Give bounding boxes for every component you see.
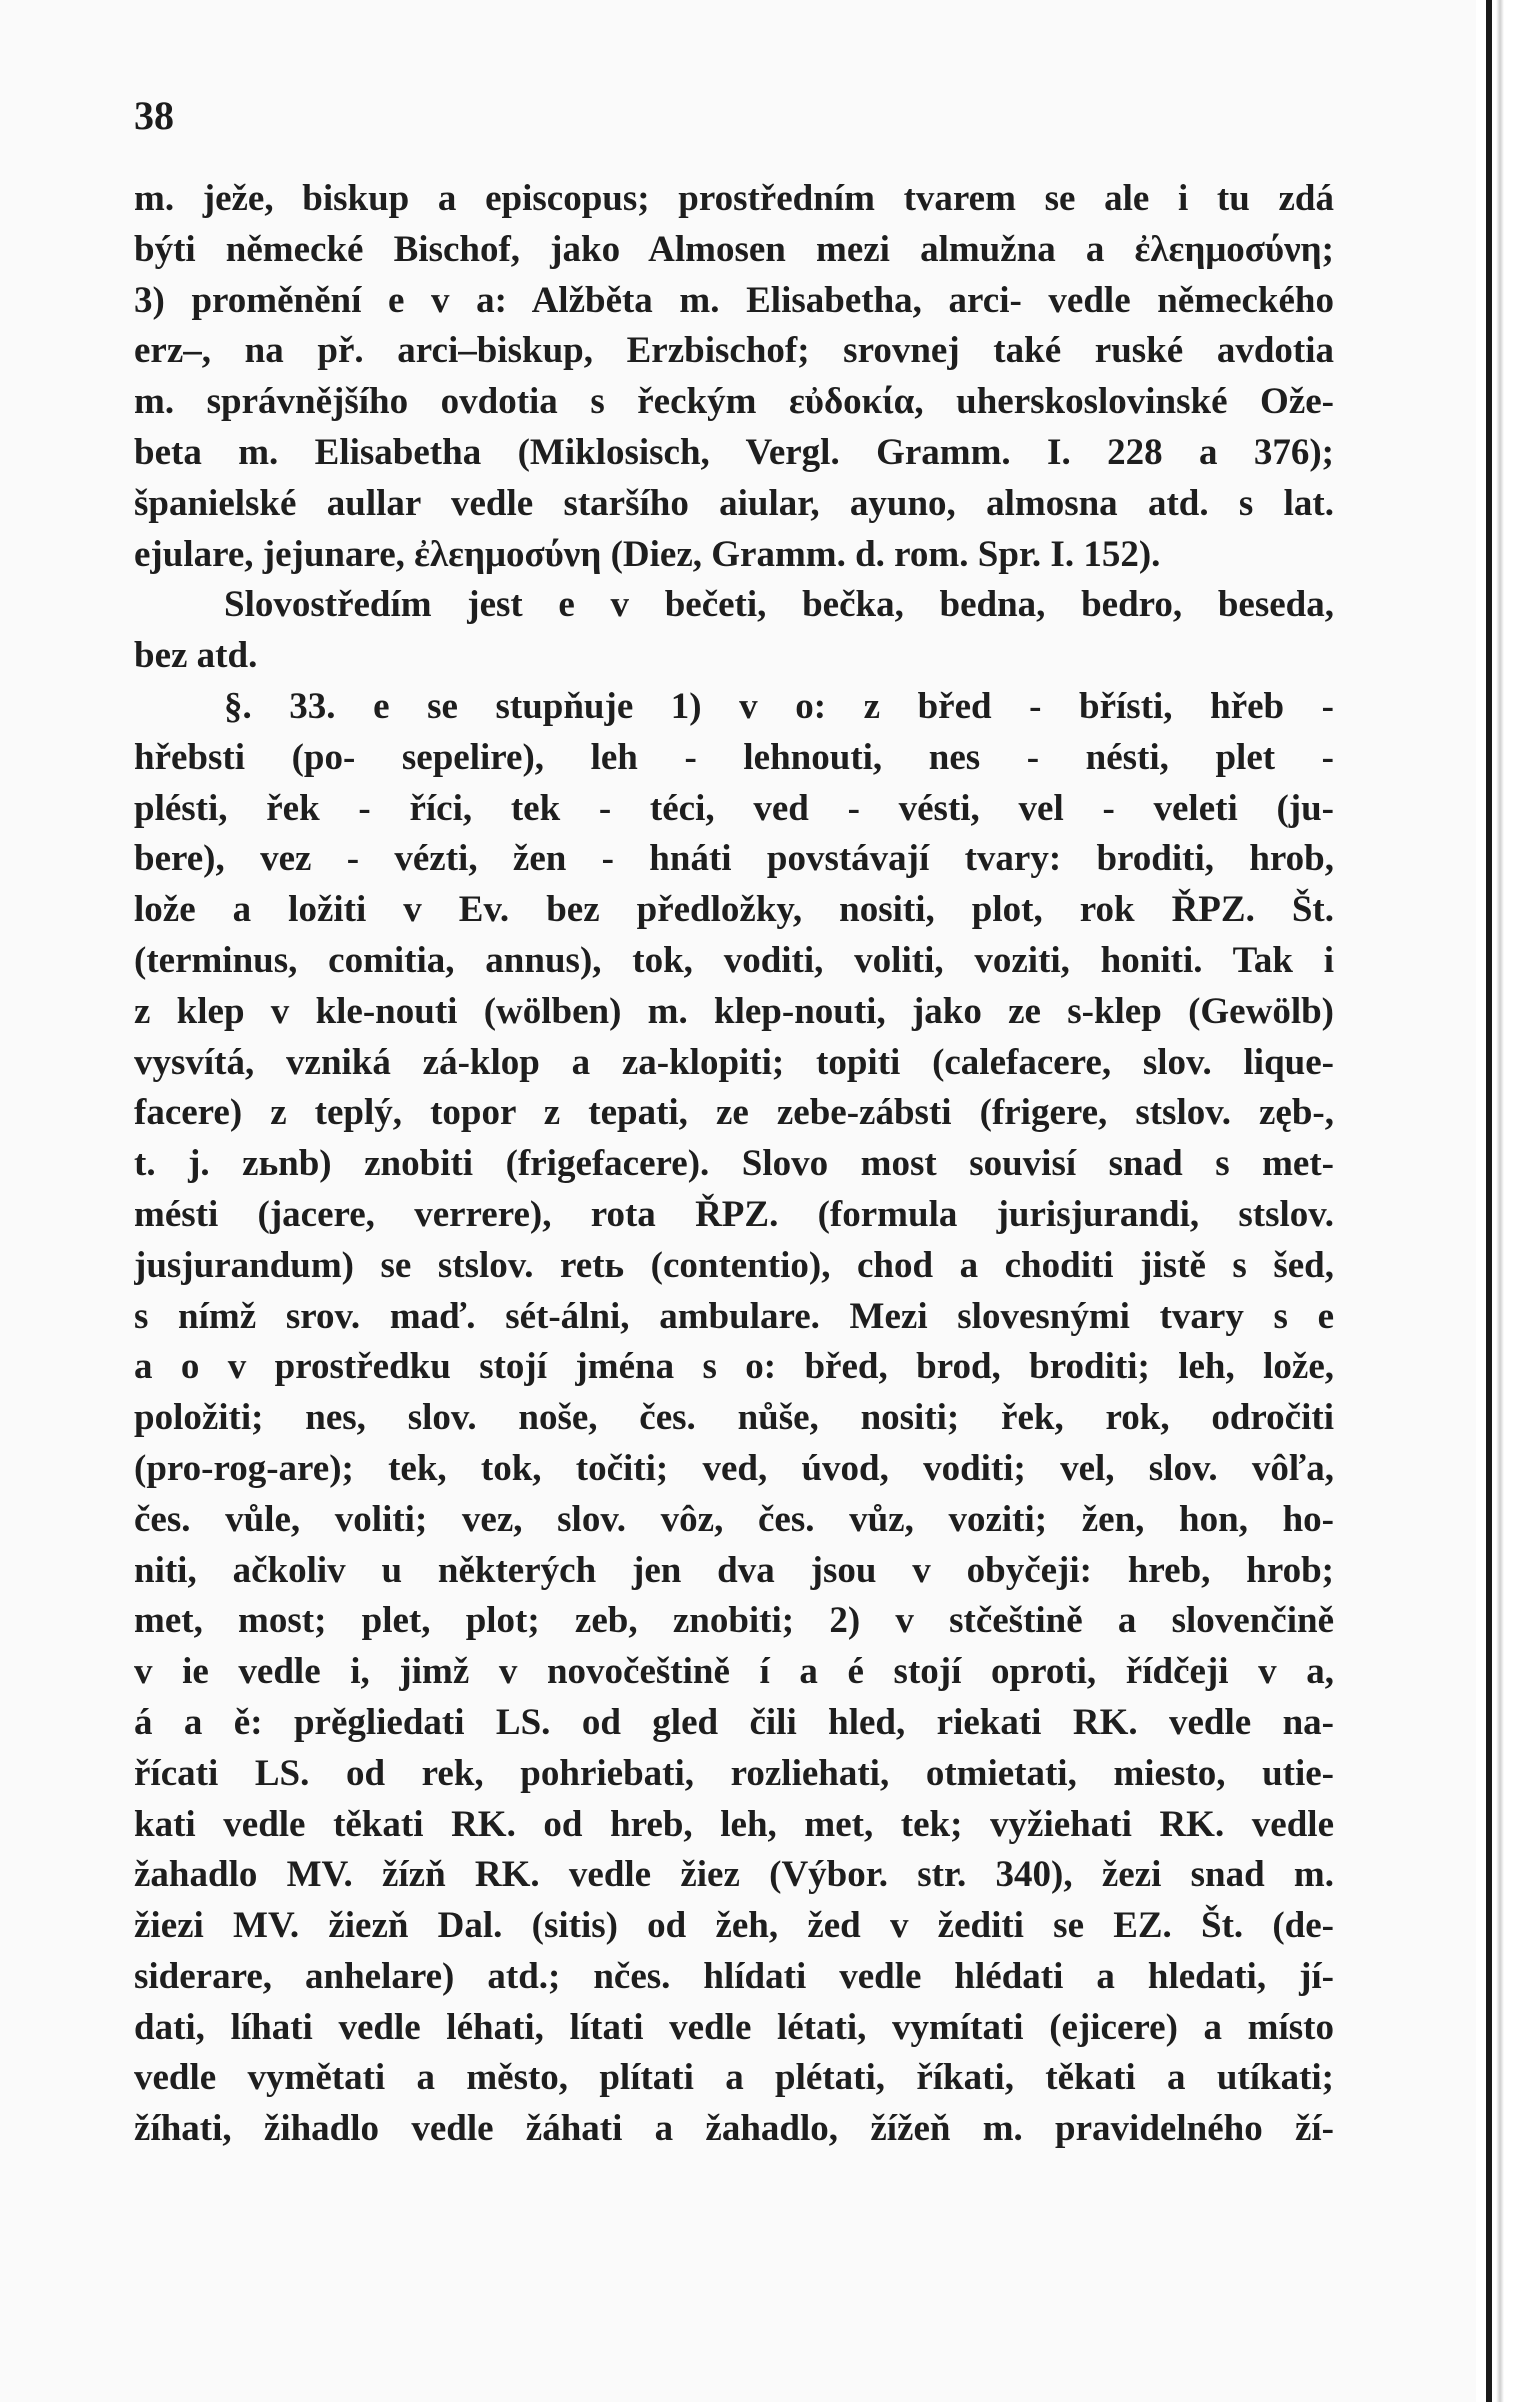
page-edge-shadow [1476,0,1516,2402]
text-line: vysvítá, vzniká zá-klop a za-klopiti; topiti (calefacere, slov. lique- [134,1041,1334,1083]
text-line: v ie vedle i, jimž v novočeštině í a é stojí oproti, řídčeji v a, [134,1651,1334,1693]
text-line: býti německé Bischof, jako Almosen mezi almužna a ἐλεημοσύνη; [134,228,1334,270]
text-line: niti, ačkoliv u některých jen dva jsou v obyčeji: hreb, hrob; [134,1549,1334,1591]
text-line: 3) proměnění e v a: Alžběta m. Elisabetha, arci- vedle německého [134,279,1334,321]
text-line: t. j. zьnb) znobiti (frigefacere). Slovo most souvisí snad s met- [134,1143,1334,1185]
text-line: kati vedle těkati RK. od hreb, leh, met, tek; vyžiehati RK. vedle [134,1803,1334,1845]
text-line: žiezi MV. žiezň Dal. (sitis) od žeh, žed v žediti se EZ. Št. (de- [134,1905,1334,1947]
text-line: plésti, řek - říci, tek - téci, ved - vésti, vel - veleti (ju- [134,787,1334,829]
text-line: žahadlo MV. žízň RK. vedle žiez (Výbor. str. 340), žezi snad m. [134,1854,1334,1896]
text-line: (pro-rog-are); tek, tok, točiti; ved, úvod, voditi; vel, slov. vôľa, [134,1447,1334,1489]
text-line: á a ě: prěgliedati LS. od gled čili hled, riekati RK. vedle na- [134,1701,1334,1743]
text-line: bere), vez - vézti, žen - hnáti povstávají tvary: broditi, hrob, [134,838,1334,880]
text-line: řícati LS. od rek, pohriebati, rozliehati, otmietati, miesto, utie- [134,1752,1334,1794]
page-number: 38 [134,93,174,138]
text-line: facere) z teplý, topor z tepati, ze zebe-zábsti (frigere, stslov. zęb-, [134,1092,1334,1134]
text-line: žíhati, žihadlo vedle žáhati a žahadlo, žížeň m. pravidelného ží- [134,2108,1334,2150]
text-line: mésti (jacere, verrere), rota ŘPZ. (formula jurisjurandi, stslov. [134,1193,1334,1235]
text-line: m. správnějšího ovdotia s řeckým εὐδοκία, uherskoslovinské Ože- [134,381,1334,423]
text-line: Slovostředím jest e v bečeti, bečka, bedna, bedro, beseda, [224,584,1334,626]
text-body [134,174,1334,2155]
text-line: m. ježe, biskup a episcopus; prostředním tvarem se ale i tu zdá [134,178,1334,219]
text-line: dati, líhati vedle léhati, lítati vedle létati, vymítati (ejicere) a místo [134,2006,1334,2048]
section-heading-line: §. 33. e se stupňuje 1) v o: z břed - břísti, hřeb - [224,685,1334,727]
text-line: beta m. Elisabetha (Miklosisch, Vergl. Gramm. I. 228 a 376); [134,431,1334,473]
text-line: hřebsti (po- sepelire), leh - lehnouti, nes - nésti, plet - [134,736,1334,778]
text-line: vedle vymětati a město, plítati a plétati, říkati, těkati a utíkati; [134,2057,1334,2099]
text-line: (terminus, comitia, annus), tok, voditi, voliti, voziti, honiti. Tak i [134,939,1334,981]
text-line: erz–, na př. arci–biskup, Erzbischof; srovnej také ruské avdotia [134,330,1334,372]
page-edge-line [1486,0,1492,2402]
text-line: met, most; plet, plot; zeb, znobiti; 2) v stčeštině a slovenčině [134,1600,1334,1642]
text-line: s nímž srov. maď. sét-álni, ambulare. Mezi slovesnými tvary s e [134,1295,1334,1337]
text-line: jusjurandum) se stslov. retь (contentio), chod a choditi jistě s šed, [134,1244,1334,1286]
text-line: španielské aullar vedle staršího aiular, ayuno, almosna atd. s lat. [134,482,1334,524]
text-line: položiti; nes, slov. noše, čes. nůše, nositi; řek, rok, odročiti [134,1397,1334,1439]
text-line: lože a ložiti v Ev. bez předložky, nositi, plot, rok ŘPZ. Št. [134,889,1334,931]
text-line: z klep v kle-nouti (wölben) m. klep-nouti, jako ze s-klep (Gewölb) [134,990,1334,1032]
text-line: bez atd. [134,635,258,677]
text-line: siderare, anhelare) atd.; nčes. hlídati vedle hlédati a hledati, jí- [134,1955,1334,1997]
text-line: ejulare, jejunare, ἐλεημοσύνη (Diez, Gramm. d. rom. Spr. I. 152). [134,533,1161,575]
text-line: čes. vůle, voliti; vez, slov. vôz, čes. vůz, voziti; žen, hon, ho- [134,1498,1334,1540]
text-line: a o v prostředku stojí jména s o: břed, brod, broditi; leh, lože, [134,1346,1334,1388]
